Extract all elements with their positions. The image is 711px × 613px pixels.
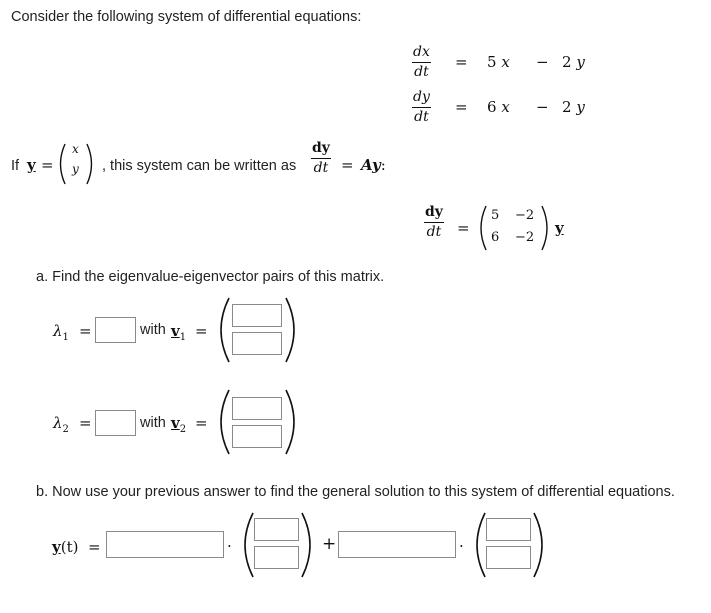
- matrix-y-vector: y: [555, 219, 564, 237]
- sol2-bottom-input[interactable]: [486, 546, 531, 569]
- v1-label: $v_1$: [171, 322, 187, 343]
- v2-bottom-input[interactable]: [232, 425, 282, 448]
- v1-bottom-input[interactable]: [232, 332, 282, 355]
- lambda2-label: $\lambda_2$: [53, 414, 69, 435]
- part-a-prompt: a. Find the eigenvalue-eigenvector pairs of this matrix.: [36, 269, 385, 285]
- sol1-top-input[interactable]: [254, 518, 299, 541]
- dot-2: ·: [459, 537, 464, 555]
- vec-bottom: y: [72, 162, 79, 176]
- sol1-bottom-input[interactable]: [254, 546, 299, 569]
- lambda1-equals: =: [79, 322, 92, 340]
- eq2-equals: =: [455, 98, 468, 116]
- v1-equals: =: [195, 322, 208, 340]
- intro-text: Consider the following system of differential equations:: [11, 9, 362, 25]
- matrix-right-paren: [540, 205, 554, 251]
- eq1-minus: −: [536, 53, 549, 71]
- v2-label: $v_2$: [171, 414, 187, 435]
- vector-equals: =: [41, 156, 54, 174]
- ay-equals: =: [341, 156, 354, 174]
- matrix-a12: −2: [515, 208, 535, 223]
- sol2-top-input[interactable]: [486, 518, 531, 541]
- matrix-equals: =: [457, 219, 470, 237]
- plus-sign: +: [322, 534, 337, 554]
- vec-top: x: [72, 142, 79, 156]
- eq2-minus: −: [536, 98, 549, 116]
- lambda2-equals: =: [79, 414, 92, 432]
- matrix-dy-dt: $\frac{dy}{dt}$: [425, 204, 443, 240]
- matrix-a11: 5: [491, 208, 500, 223]
- eq1-term2: 2 y: [562, 53, 585, 71]
- eq1-term1: 5 x: [487, 53, 510, 71]
- dot-1: ·: [227, 537, 232, 555]
- sol2-left-paren: [466, 511, 488, 579]
- v2-top-input[interactable]: [232, 397, 282, 420]
- eq1-equals: =: [455, 53, 468, 71]
- matrix-left-paren: [474, 205, 488, 251]
- part-b-prompt: b. Now use your previous answer to find the general solution to this system of differential equations.: [36, 484, 675, 500]
- eq2-term1: 6 x: [487, 98, 510, 116]
- lambda1-input[interactable]: [95, 317, 136, 343]
- eq2-term2: 2 y: [562, 98, 585, 116]
- matrix-a22: −2: [515, 230, 535, 245]
- y-vector-symbol: y: [27, 156, 36, 174]
- written-as-text: , this system can be written as: [102, 158, 297, 174]
- v2-right-paren: [283, 388, 305, 456]
- eq2-lhs: $\frac{dy}{dt}$: [413, 89, 430, 125]
- sol2-right-paren: [531, 511, 553, 579]
- y-of-t-label: y(t): [52, 538, 79, 556]
- with-text-2: with: [140, 415, 166, 431]
- if-text: If: [11, 158, 20, 174]
- sol1-right-paren: [299, 511, 321, 579]
- right-paren: [84, 143, 98, 185]
- lambda1-label: $\lambda_1$: [53, 322, 69, 343]
- eq1-lhs: $\frac{dx}{dt}$: [413, 44, 430, 80]
- v2-left-paren: [210, 388, 232, 456]
- v2-equals: =: [195, 414, 208, 432]
- dy-dt-fraction: $\frac{dy}{dt}$: [312, 140, 330, 176]
- matrix-a21: 6: [491, 230, 500, 245]
- left-paren: [54, 143, 68, 185]
- coefficient2-input[interactable]: [338, 531, 456, 558]
- with-text-1: with: [140, 322, 166, 338]
- lambda2-input[interactable]: [95, 410, 136, 436]
- v1-left-paren: [210, 296, 232, 364]
- coefficient1-input[interactable]: [106, 531, 224, 558]
- v1-top-input[interactable]: [232, 304, 282, 327]
- v1-right-paren: [283, 296, 305, 364]
- solution-equals: =: [88, 538, 101, 556]
- ay-term: Ay:: [361, 156, 386, 174]
- sol1-left-paren: [234, 511, 256, 579]
